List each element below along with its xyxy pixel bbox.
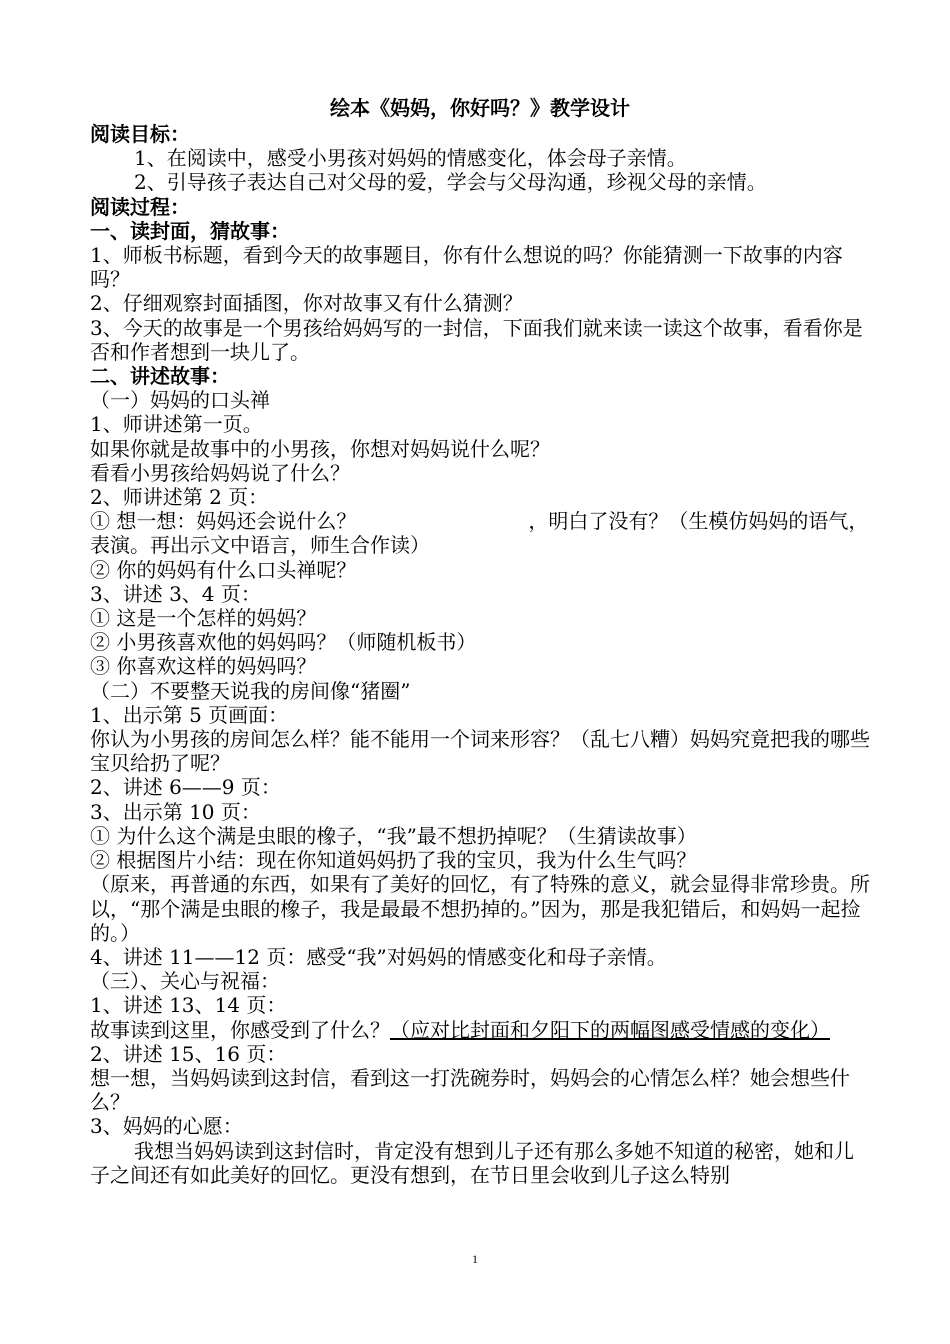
subsection-heading: （二）不要整天说我的房间像“猪圈” (90, 678, 411, 703)
underlined-note: （应对比封面和夕阳下的两幅图感受情感的变化） (390, 1017, 830, 1042)
paragraph: 1、讲述 13、14 页： (90, 993, 287, 1018)
paragraph: （原来，再普通的东西，如果有了美好的回忆，有了特殊的意义，就会显得非常珍贵。所以，“那个满是虫眼的橡子，我是最最不想扔掉的。”因为，那是我犯错后，和妈妈一起捡的。） (90, 872, 870, 945)
goals-heading: 阅读目标： (90, 122, 190, 146)
paragraph: 1、师讲述第一页。 (90, 412, 263, 437)
paragraph: 4、讲述 11——12 页：感受“我”对妈妈的情感变化和母子亲情。 (90, 944, 667, 969)
section-heading: 二、讲述故事： (90, 364, 230, 389)
page-title: 绘本《妈妈，你好吗？》教学设计 (330, 96, 630, 120)
paragraph: 想一想，当妈妈读到这封信，看到这一打洗碗券时，妈妈会的心情怎么样？她会想些什么？ (90, 1065, 850, 1115)
paragraph: 1、师板书标题，看到今天的故事题目，你有什么想说的吗？你能猜测一下故事的内容吗？ (90, 243, 843, 292)
document-page (90, 96, 870, 1187)
paragraph: 你认为小男孩的房间怎么样？能不能用一个词来形容？（乱七八糟）妈妈究竟把我的哪些宝贝给扔了呢？ (90, 727, 870, 776)
paragraph: ① 这是一个怎样的妈妈？ (90, 606, 317, 631)
paragraph-part: ① 想一想：妈妈还会说什么？ (90, 509, 357, 534)
paragraph: ② 小男孩喜欢他的妈妈吗？（师随机板书） (90, 630, 477, 655)
paragraph-part: ，明白了没有？（生模仿妈妈的语气，表演。再出示文中语言，师生合作读） (90, 509, 869, 558)
paragraph: ② 根据图片小结：现在你知道妈妈扔了我的宝贝，我为什么生气吗？ (90, 848, 697, 873)
paragraph: 我想当妈妈读到这封信时，肯定没有想到儿子还有那么多她不知道的秘密，她和儿子之间还有如此美好的回忆。更没有想到，在节日里会收到儿子这么特别 (90, 1138, 854, 1187)
paragraph: 看看小男孩给妈妈说了什么？ (90, 460, 350, 485)
subsection-heading: （三）、关心与祝福： (90, 969, 280, 994)
paragraph: 2、讲述 6——9 页： (90, 775, 281, 800)
paragraph: 3、妈妈的心愿： (90, 1114, 243, 1139)
paragraph: ② 你的妈妈有什么口头禅呢？ (90, 557, 357, 582)
goal-item: 1、在阅读中，感受小男孩对妈妈的情感变化，体会母子亲情。 (134, 146, 687, 171)
paragraph: 3、讲述 3、4 页： (90, 581, 261, 606)
goal-item: 2、引导孩子表达自己对父母的爱，学会与父母沟通，珍视父母的亲情。 (134, 170, 767, 195)
subsection-heading: （一）妈妈的口头禅 (90, 388, 270, 413)
paragraph: 1、出示第 5 页画面： (90, 702, 289, 727)
paragraph-with-blank (90, 509, 870, 557)
paragraph-with-underline (90, 1018, 870, 1042)
paragraph: ① 为什么这个满是虫眼的橡子，“我”最不想扔掉呢？（生猜读故事） (90, 823, 697, 848)
paragraph: 2、师讲述第 2 页： (90, 485, 269, 510)
process-heading: 阅读过程： (90, 194, 190, 219)
paragraph: ③ 你喜欢这样的妈妈吗？ (90, 654, 317, 679)
paragraph: 如果你就是故事中的小男孩，你想对妈妈说什么呢？ (90, 436, 550, 461)
paragraph-part: 故事读到这里，你感受到了什么？ (90, 1017, 390, 1042)
paragraph: 3、今天的故事是一个男孩给妈妈写的一封信，下面我们就来读一读这个故事，看看你是否和作者想到一块儿了。 (90, 315, 863, 364)
paragraph: 3、出示第 10 页： (90, 799, 261, 824)
paragraph: 2、讲述 15、16 页： (90, 1041, 287, 1066)
page-number: 1 (472, 1252, 478, 1266)
paragraph: 2、仔细观察封面插图，你对故事又有什么猜测？ (90, 291, 523, 316)
section-heading: 一、读封面，猜故事： (90, 218, 290, 243)
